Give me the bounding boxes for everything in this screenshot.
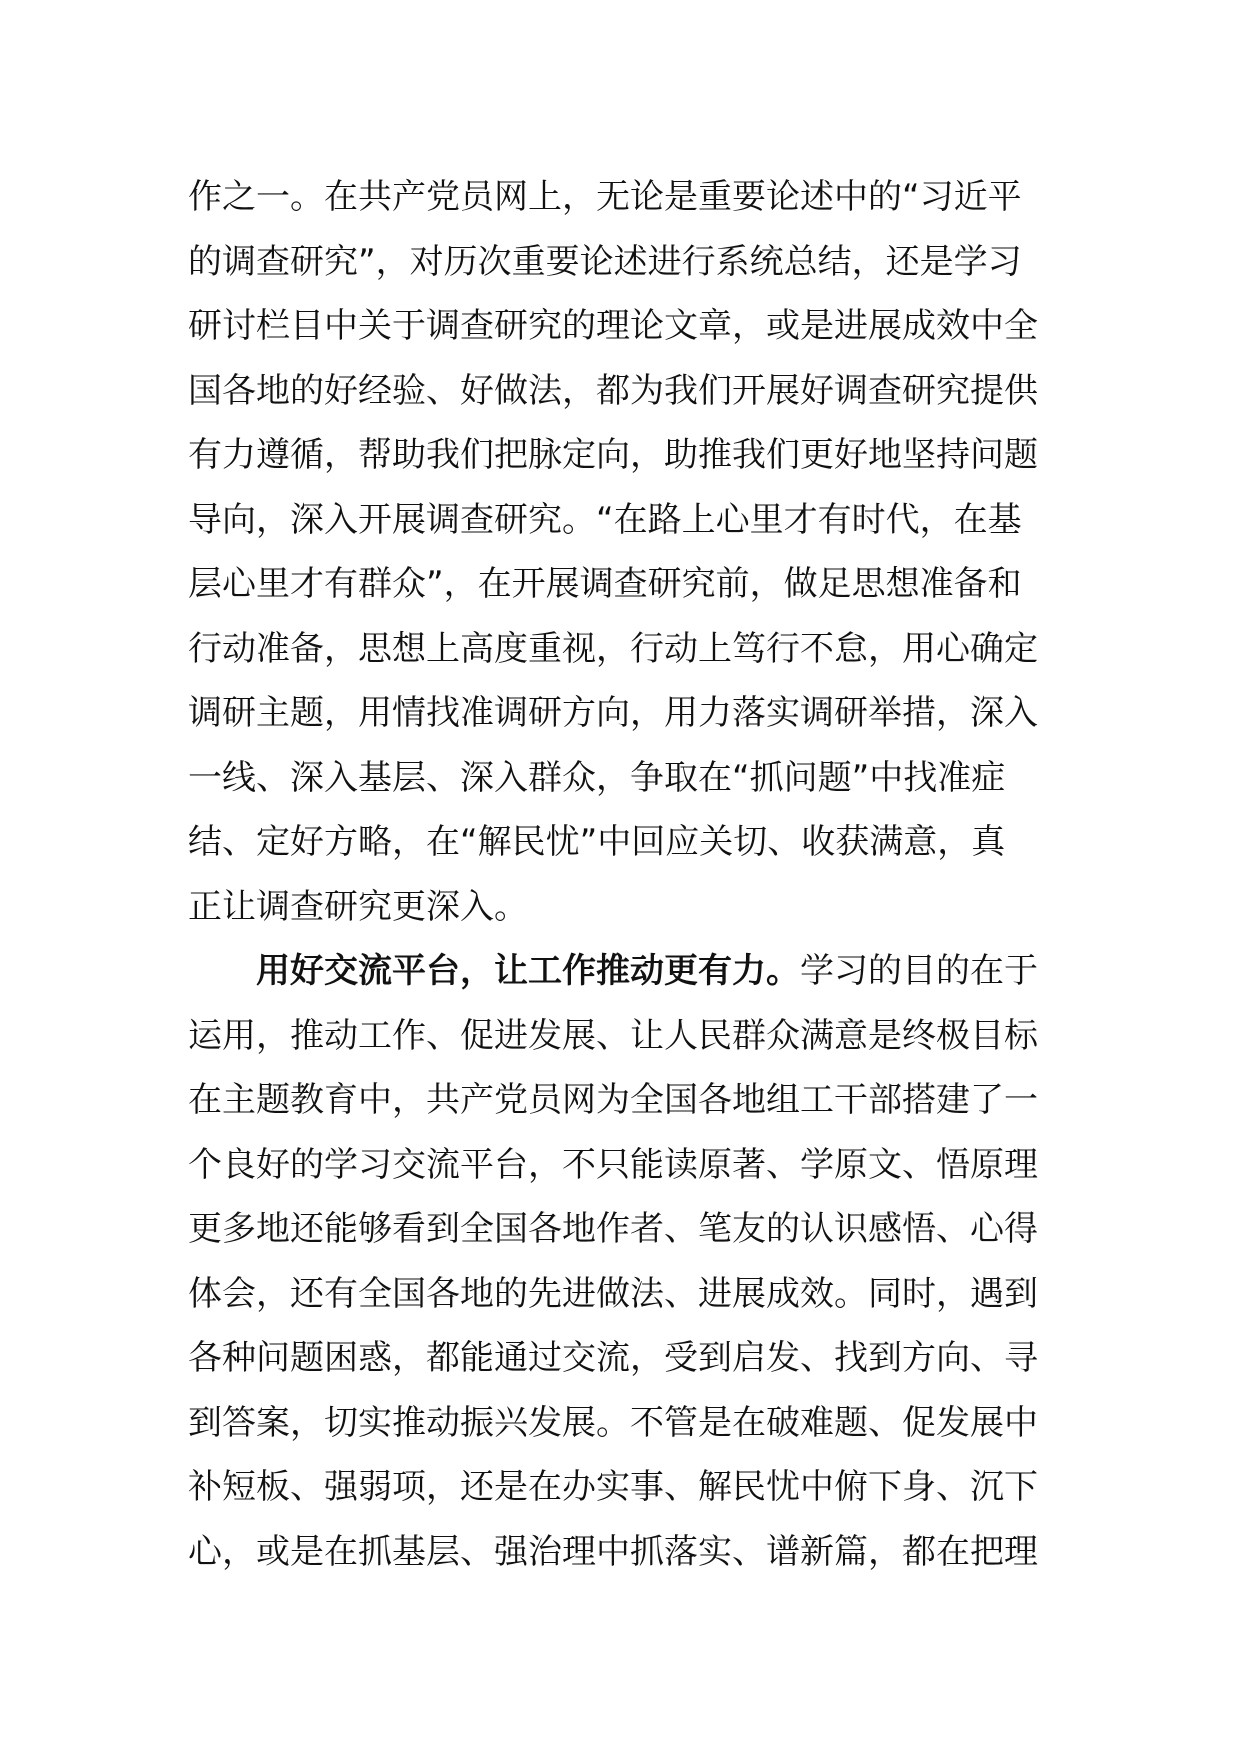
text-line: 一线、深入基层、深入群众，争取在“抓问题”中找准症 — [188, 757, 1006, 798]
text-line: 层心里才有群众”，在开展调查研究前，做足思想准备和 — [188, 564, 1022, 604]
paragraph-continuation — [188, 165, 1068, 939]
body-text — [188, 165, 1068, 1584]
paragraph-first-line — [188, 939, 1068, 1004]
text-line: 心，或是在抓基层、强治理中抓落实、谱新篇，都在把理 — [188, 1531, 1038, 1572]
text-line: 作之一。在共产党员网上，无论是重要论述中的“习近平 — [188, 177, 1022, 217]
text-line: 正让调查研究更深入。 — [188, 886, 528, 927]
text-line: 运用，推动工作、促进发展、让人民群众满意是终极目标 — [188, 1015, 1038, 1056]
text-line: 的调查研究”，对历次重要论述进行系统总结，还是学习 — [188, 241, 1022, 282]
text-line: 更多地还能够看到全国各地作者、笔友的认识感悟、心得 — [188, 1209, 1038, 1249]
paragraph-lead-sentence: 用好交流平台，让工作推动更有力。 — [256, 951, 800, 991]
text-line: 个良好的学习交流平台，不只能读原著、学原文、悟原理 — [188, 1144, 1038, 1185]
text-line: 有力遵循，帮助我们把脉定向，助推我们更好地坚持问题 — [188, 435, 1038, 475]
text-line: 补短板、强弱项，还是在办实事、解民忧中俯下身、沉下 — [188, 1467, 1038, 1507]
paragraph-exchange-platform — [188, 939, 1068, 1584]
text-line: 行动准备，思想上高度重视，行动上笃行不怠，用心确定 — [188, 628, 1038, 669]
text-line: 结、定好方略，在“解民忧”中回应关切、收获满意，真 — [188, 822, 1006, 862]
text-line: 国各地的好经验、好做法，都为我们开展好调查研究提供 — [188, 370, 1038, 411]
text-line: 到答案，切实推动振兴发展。不管是在破难题、促发展中 — [188, 1402, 1038, 1443]
text-line: 调研主题，用情找准调研方向，用力落实调研举措，深入 — [188, 693, 1038, 733]
text-line: 各种问题困惑，都能通过交流，受到启发、找到方向、寻 — [188, 1338, 1038, 1378]
text-line: 在主题教育中，共产党员网为全国各地组工干部搭建了一 — [188, 1080, 1038, 1120]
text-line: 体会，还有全国各地的先进做法、进展成效。同时，遇到 — [188, 1273, 1038, 1314]
text-line: 导向，深入开展调查研究。“在路上心里才有时代，在基 — [188, 499, 1022, 540]
text-line: 研讨栏目中关于调查研究的理论文章，或是进展成效中全 — [188, 306, 1038, 346]
text-span: 学习的目的在于 — [800, 951, 1038, 991]
